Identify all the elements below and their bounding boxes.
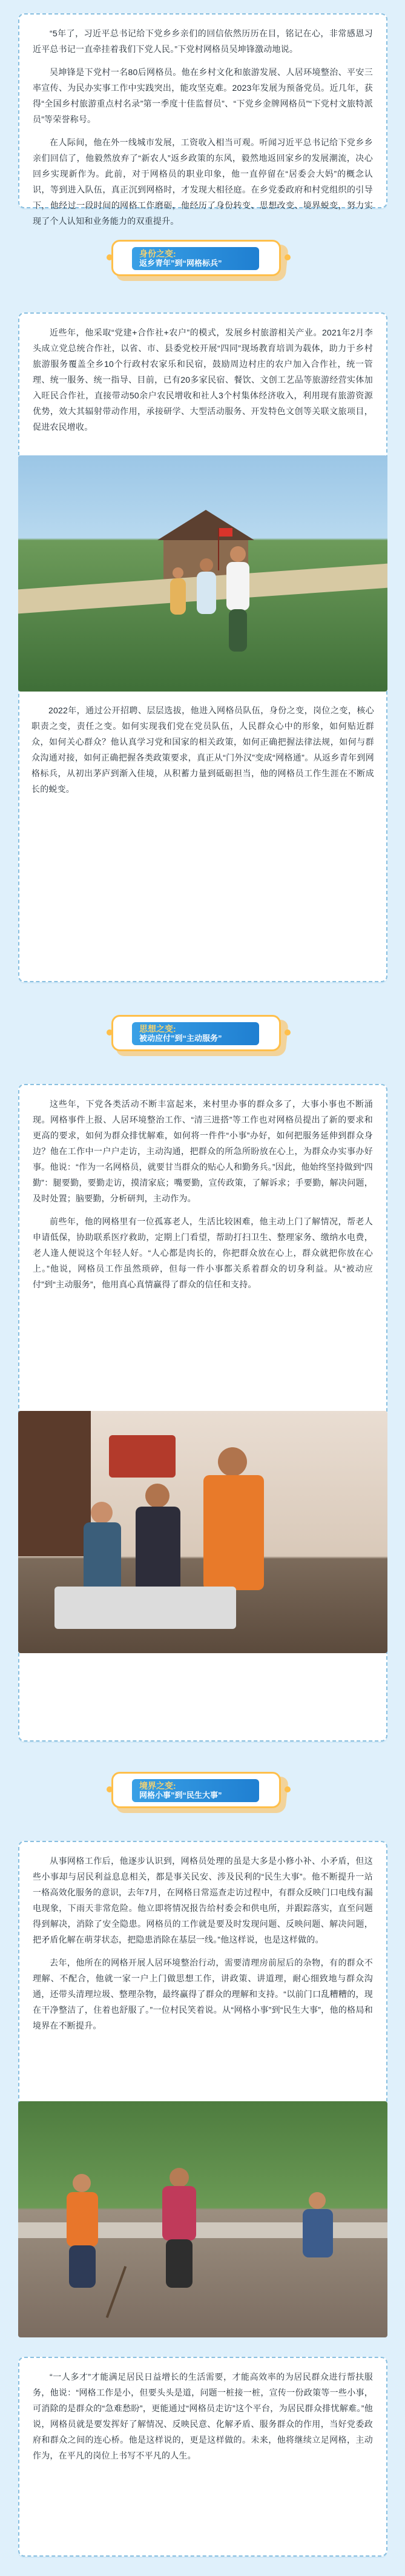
closing-paragraph: “一人多才”才能满足居民日益增长的生活需要，才能高效率的为居民群众进行帮扶服务，他说：“网格工作是小，但要头头是道，问题一桩接一桩，宣传一份政策等一些小事，可消除的是群众的“急难愁盼”，更能通过“网格员走访”这个平台，为居民群众排忧解难。”他说，网格员就是要发挥好了解情况、反映民意、化解矛盾、服务群众的作用，当好党委政府和群众之间的连心桥。他是这样说的，更是这样做的。未来，他将继续立足网格，主动作为，在平凡的岗位上书写不平凡的人生。 (33, 2372, 373, 2460)
ribbon-dot-icon (107, 254, 113, 260)
ribbon-dot-icon (285, 1786, 291, 1792)
ribbon-dot-icon (107, 1029, 113, 1035)
intro-paragraph-2: 吴坤锋是下党村一名80后网格员。他在乡村文化和旅游发展、人居环境整治、平安三率宣传、为民办实事工作中实践突出，能攻坚克难。2023年发展为预备党员。近几年，获得“全国乡村旅游重点村名录”第一季度十佳监督员”、“下党乡金牌网格员”“下党村文旅特派员”等荣誉称号。 (33, 67, 373, 124)
photo-home-visit (18, 1411, 387, 1653)
spacer (18, 701, 387, 702)
section-header-identity (0, 230, 405, 297)
section-header-realm (0, 1762, 405, 1829)
section-paragraph: 去年，他所在的网格开展人居环境整治行动，需要清理房前屋后的杂物，有的群众不理解、不配合，他就一家一户上门做思想工作，讲政策、讲道理，耐心细致地与群众沟通，还带头清理垃圾、整理杂物，最终赢得了群众的理解和支持。“以前门口乱糟糟的，现在干净整洁了，住着也舒服了。”一位村民笑着说。从“网格小事”到“民生大事”，他的格局和境界在不断提升。 (33, 1958, 373, 2030)
ribbon-dot-icon (285, 254, 291, 260)
section-paragraph: 这些年，下党各类活动不断丰富起来，来村里办事的群众多了，大事小事也不断涌现。网格事件上报、人居环境整治工作、“清三进搭”等工作也对网格员提出了新的要求和更高的要求，如何为群众排忧解难，如何将一件件“小事”办好，如何把服务延伸到群众身边？他在工作中一户户走访，主动沟通，把群众的所急所盼放在心上，为群众办实事办好事。他说：“作为一名网格员，就要甘当群众的贴心人和勤务兵。”因此，他始终坚持做到“四勤”：腿要勤，要勤走访，摸清家底；嘴要勤，宣传政策，了解诉求；手要勤，解决问题，及时处置；脑要勤，分析研判，主动作为。 (33, 1099, 373, 1203)
closing-card (18, 2357, 387, 2557)
section-title: 境界之变: (139, 1781, 176, 1791)
section-subtitle: 被动应付”到“主动服务” (139, 1034, 222, 1043)
section-subtitle: 返乡青年”到“网格标兵” (139, 259, 222, 268)
section-paragraph: 前些年，他的网格里有一位孤寡老人，生活比较困难，他主动上门了解情况，帮老人申请低保，协助联系医疗救助，定期上门看望，帮助打扫卫生、整理家务、缴纳水电费，老人逢人便说这个年轻人好。“人心都是肉长的，你把群众放在心上，群众就把你放在心上。”他说，网格员工作虽然琐碎，但每一件小事都关系着群众的切身利益。从“被动应付”到“主动服务”，他用真心真情赢得了群众的信任和支持。 (33, 1217, 373, 1289)
ribbon-dot-icon (107, 1786, 113, 1792)
section-title: 思想之变: (139, 1024, 176, 1034)
section-paragraph: 2022年，通过公开招聘、层层选拔，他进入网格员队伍，身份之变，岗位之变，核心职责之变，责任之变。如何实现我们党在党员队伍，人民群众心中的形象，如何贴近群众，如何关心群众？他认真学习党和国家的相关政策，如何正确把握法律法规，如何与群众沟通对接，如何正确把握各类政策要求，真正从“门外汉”变成“网格通”。从返乡青年到网格标兵，从初出茅庐到渐入佳境，从积蓄力量到砥砺担当，他的网格员工作生涯在不断成长的蜕变。 (31, 705, 374, 794)
section-paragraph: 从事网格工作后，他逐步认识到，网格员处理的虽是大多是小修小补、小矛盾，但这些小事却与居民利益息息相关，都是事关民安、涉及民利的“民生大事”。他不断提升一站一格高效化服务的意识，去年7月，在网格日常巡查走访过程中，有群众反映门口电线有漏电现象，下雨天非常危险。他立即将情况报告给村委会和供电所，并跟踪落实，直至问题得到解决，消除了安全隐患。网格员的工作就是要及时发现问题、反映问题、解决问题，把矛盾化解在萌芽状态，把隐患消除在基层一线。”他这样说，也是这样做的。 (33, 1856, 373, 1944)
section-text-block (31, 702, 374, 797)
section-header-mindset (0, 1005, 405, 1072)
section-title: 身份之变: (139, 249, 176, 259)
section-subtitle: 网格小事”到“民生大事” (139, 1791, 222, 1800)
ribbon-dot-icon (285, 1029, 291, 1035)
intro-paragraph-3: 在人际间，他在外一线城市发展，工资收入相当可观。听闻习近平总书记给下党乡乡亲们回信了，他毅然放弃了“新农人”返乡政策的东风，毅然地返回家乡的发展潮流，决心回乡实现新作为。此前，对于网格员的职业印象，他一直停留在“居委会大妈”的概念认识，等到进入队伍，真正沉到网格时，才发现大相径庭。在乡党委政府和村党组织的引导下，他经过一段时间的网格工作磨砺，他经历了身份转变、思想改变、境界蜕变，努力实现了个人认知和业务能力的双重提升。 (33, 137, 373, 226)
intro-paragraph-1: “5年了，习近平总书记给下党乡乡亲们的回信依然历历在目，铭记在心，非常感恩习近平总书记一直牵挂着我们下党人民。”下党村网格员吴坤锋激动地说。 (33, 28, 373, 54)
intro-card (18, 13, 387, 226)
photo-environment-cleanup (18, 2101, 387, 2337)
photo-village-path (18, 455, 387, 692)
section-paragraph: 近些年，他采取“党建+合作社+农户”的模式，发展乡村旅游相关产业。2021年2月李头成立党总统合作社，以省、市、县委党校开展“四同”现场教育培训为载体，助力于乡村旅游服务覆盖全乡10个行政村农家乐和民宿，鼓励周边村庄的农户加入合作社，统一管理、统一服务、统一指导、目前，已有20多家民宿、餐饮、文创工艺品等旅游经营实体加入旺民合作社，直接带动50余户农民增收和社人3个村集体经济收入，利用现有旅游资源优势，效大其辐射带动作用，承接研学、大型活动服务、开发特色文创等关联文旅项目，促进农民增收。 (33, 328, 373, 432)
